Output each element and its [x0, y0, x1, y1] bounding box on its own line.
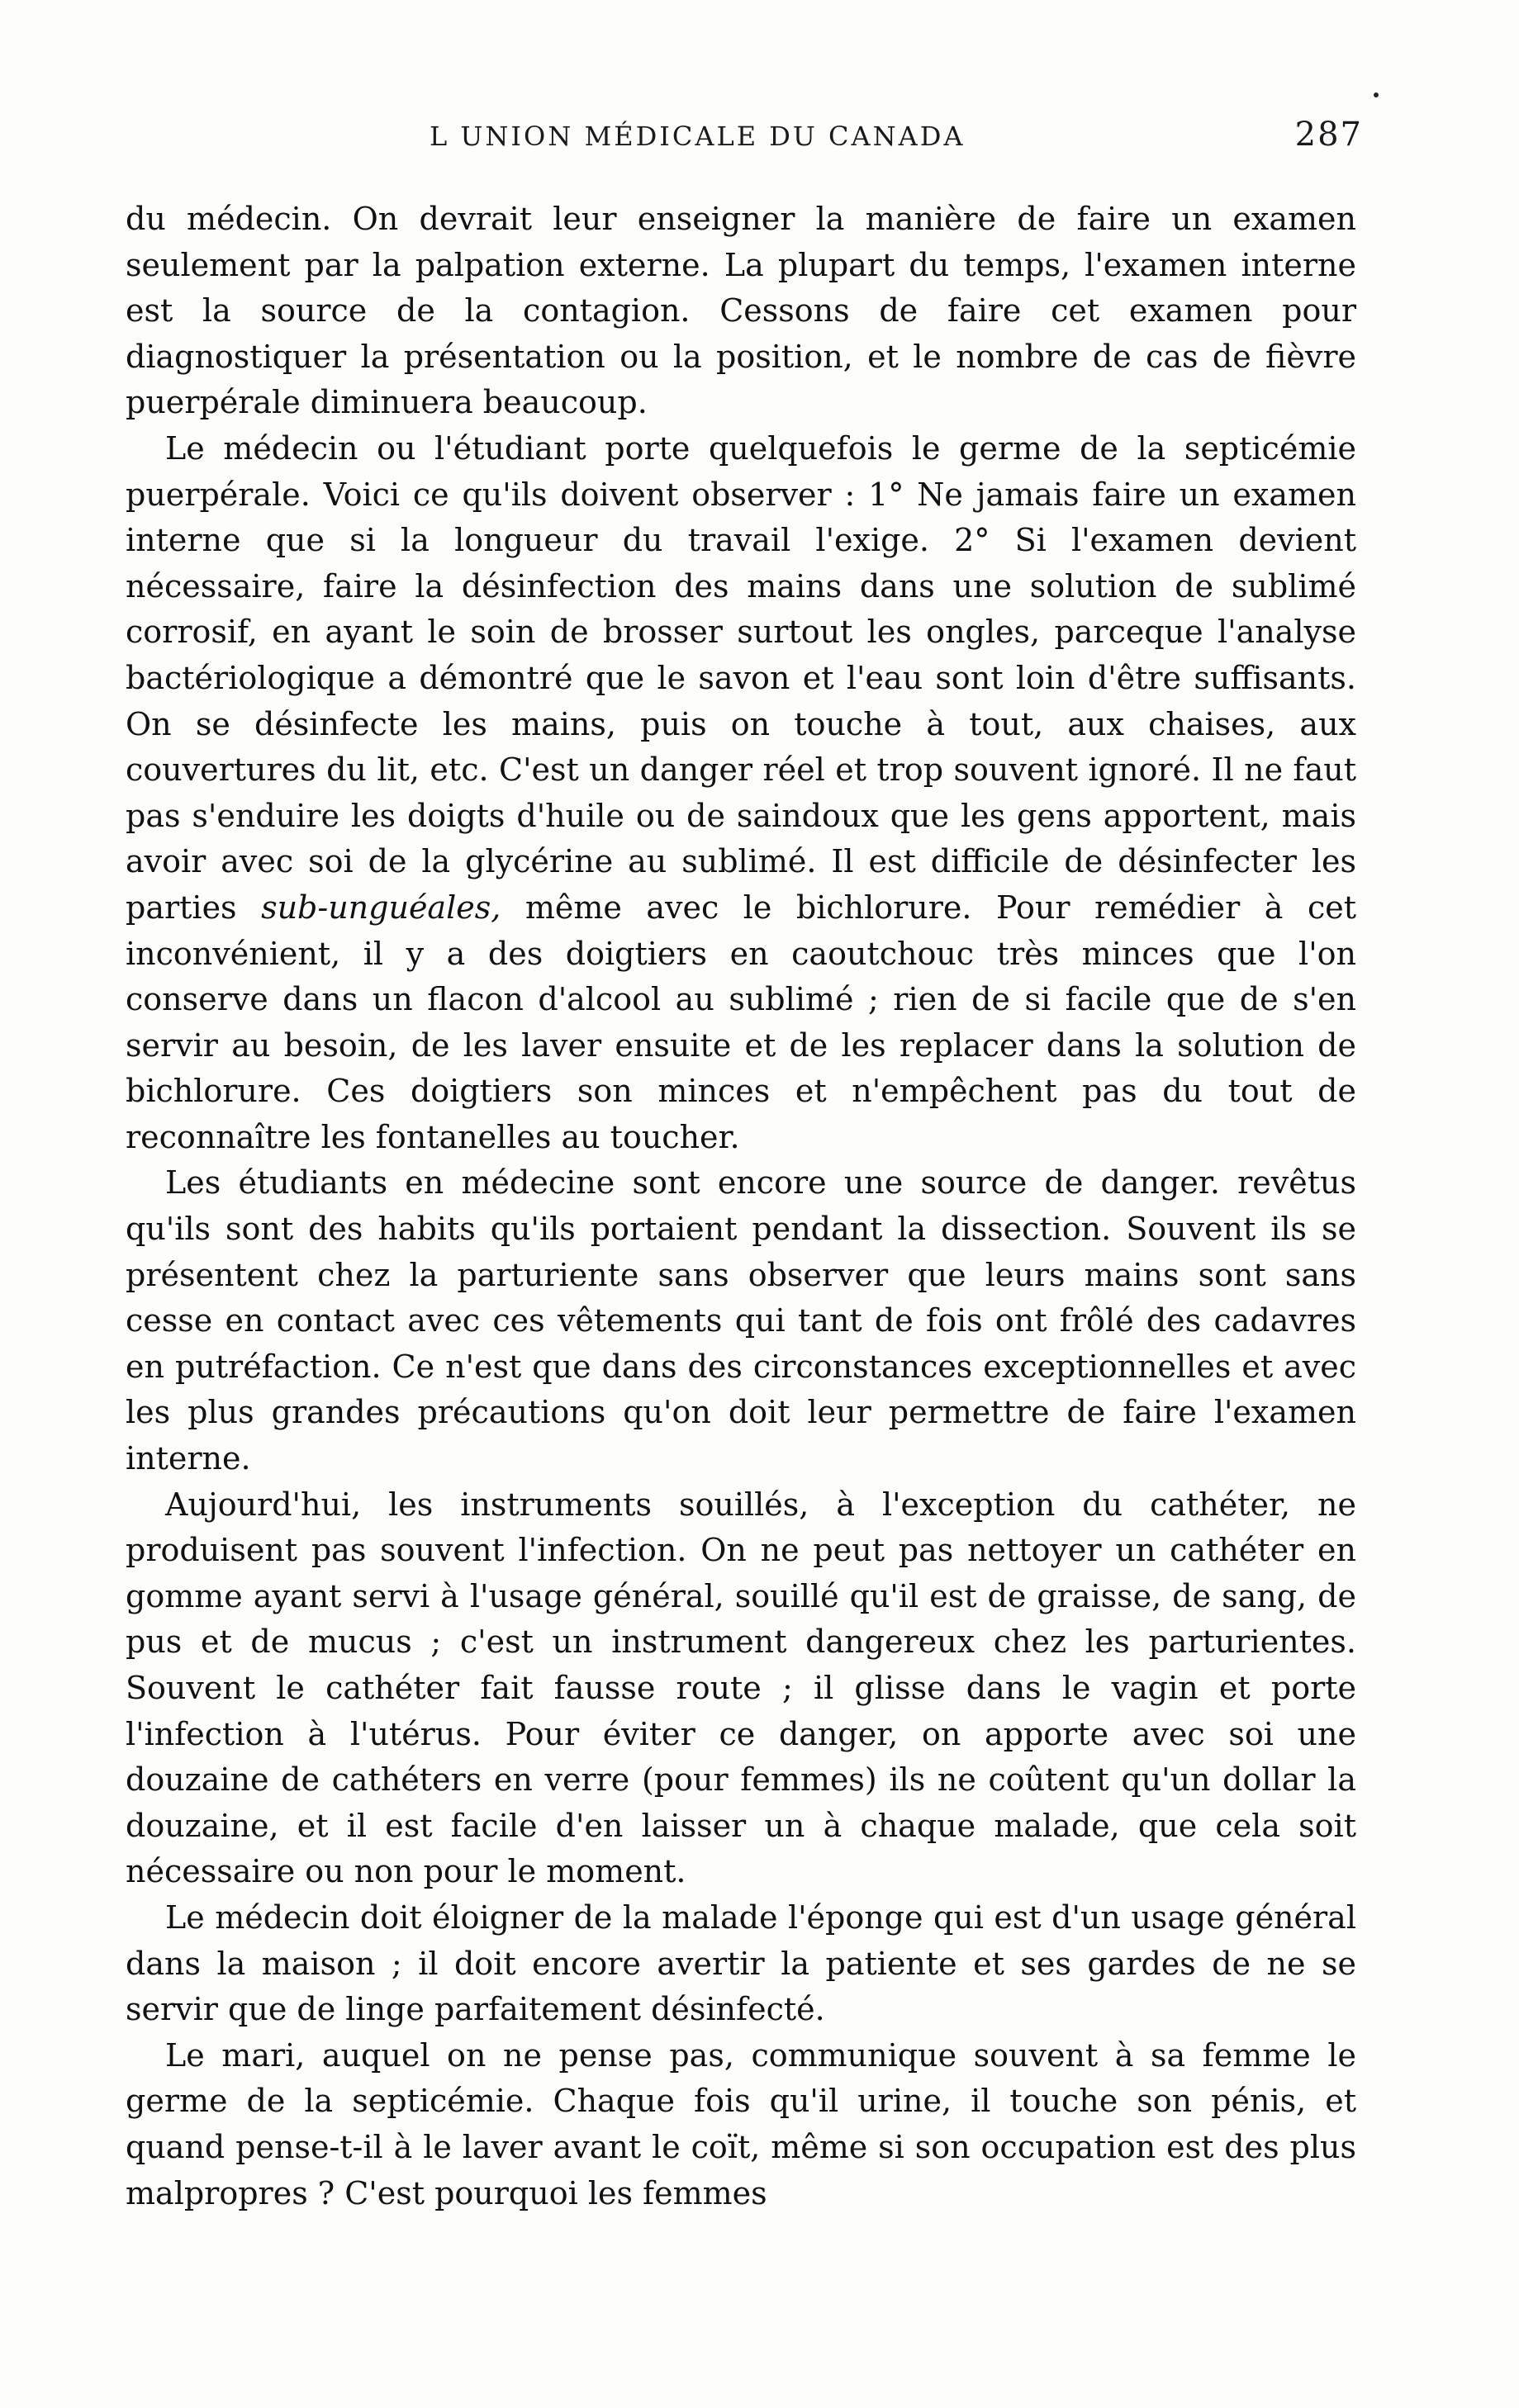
paragraph-continued: du médecin. On devrait leur enseigner la manière de faire un examen seulement par la palpation externe. La plupart du temps, l'examen interne est la source de la contagion. Cessons de faire cet examen pour diagnostiquer la présentation ou la position, et le nombre de cas de fièvre puerpérale diminuera beaucoup.: [126, 201, 1356, 421]
print-speck: [1374, 92, 1379, 97]
running-header: [124, 116, 1363, 170]
paragraph-text-after: même avec le bichlorure. Pour remédier à cet inconvénient, il y a des doigtiers en caoutchouc très minces que l'on conserve dans un flacon d'alcool au sublimé ; rien de si facile que de s'en servir au besoin, de les laver ensuite et de les replacer dans la solution de bichlorure. Ces doigtiers son minces et n'empêchent pas du tout de reconnaître les fontanelles au toucher.: [126, 889, 1356, 1155]
paragraph-septicemia-precautions: [126, 426, 1356, 1161]
running-title: L UNION MÉDICALE DU CANADA: [430, 121, 966, 152]
body-text: [126, 197, 1356, 2216]
paragraph-instruments: Aujourd'hui, les instruments souillés, à l'exception du cathéter, ne produisent pas souvent l'infection. On ne peut pas nettoyer un cathéter en gomme ayant servi à l'usage général, souillé qu'il est de graisse, de sang, de pus et de mucus ; c'est un instrument dangereux chez les parturientes. Souvent le cathéter fait fausse route ; il glisse dans le vagin et porte l'infection à l'utérus. Pour éviter ce danger, on apporte avec soi une douzaine de cathéters en verre (pour femmes) ils ne coûtent qu'un dollar la douzaine, et il est facile d'en laisser un à chaque malade, que cela soit nécessaire ou non pour le moment.: [126, 1486, 1356, 1890]
paragraph-husband: Le mari, auquel on ne pense pas, communique souvent à sa femme le germe de la septicémie. Chaque fois qu'il urine, il touche son pénis, et quand pense-t-il à le laver avant le coït, même si son occupation est des plus malpropres ? C'est pourquoi les femmes: [126, 2036, 1356, 2211]
paragraph-text-before: Le médecin ou l'étudiant porte quelquefois le germe de la septicémie puerpérale. Voici ce qu'ils doivent observer : 1° Ne jamais faire un examen interne que si la longueur du travail l'exige. 2° Si l'examen devient nécessaire, faire la désinfection des mains dans une solution de sublimé corrosif, en ayant le soin de brosser surtout les ongles, parceque l'analyse bactériologique a démontré que le savon et l'eau sont loin d'être suffisants. On se désinfecte les mains, puis on touche à tout, aux chaises, aux couvertures du lit, etc. C'est un danger réel et trop souvent ignoré. Il ne faut pas s'enduire les doigts d'huile ou de saindoux que les gens apportent, mais avoir avec soi de la glycérine au sublimé. Il est difficile de désinfecter les parties: [126, 429, 1356, 926]
paragraph-sponge: Le médecin doit éloigner de la malade l'éponge qui est d'un usage général dans la maison ; il doit encore avertir la patiente et ses gardes de ne se servir que de linge parfaitement désinfecté.: [126, 1898, 1356, 2028]
page-number: 287: [1294, 116, 1363, 154]
paragraph-students: Les étudiants en médecine sont encore une source de danger. revêtus qu'ils sont des habits qu'ils portaient pendant la dissection. Souvent ils se présentent chez la parturiente sans observer que leurs mains sont sans cesse en contact avec ces vêtements qui tant de fois ont frôlé des cadavres en putréfaction. Ce n'est que dans des circonstances exceptionnelles et avec les plus grandes précautions qu'on doit leur permettre de faire l'examen interne.: [126, 1164, 1356, 1477]
emphasized-term: sub-unguéales,: [261, 889, 501, 926]
